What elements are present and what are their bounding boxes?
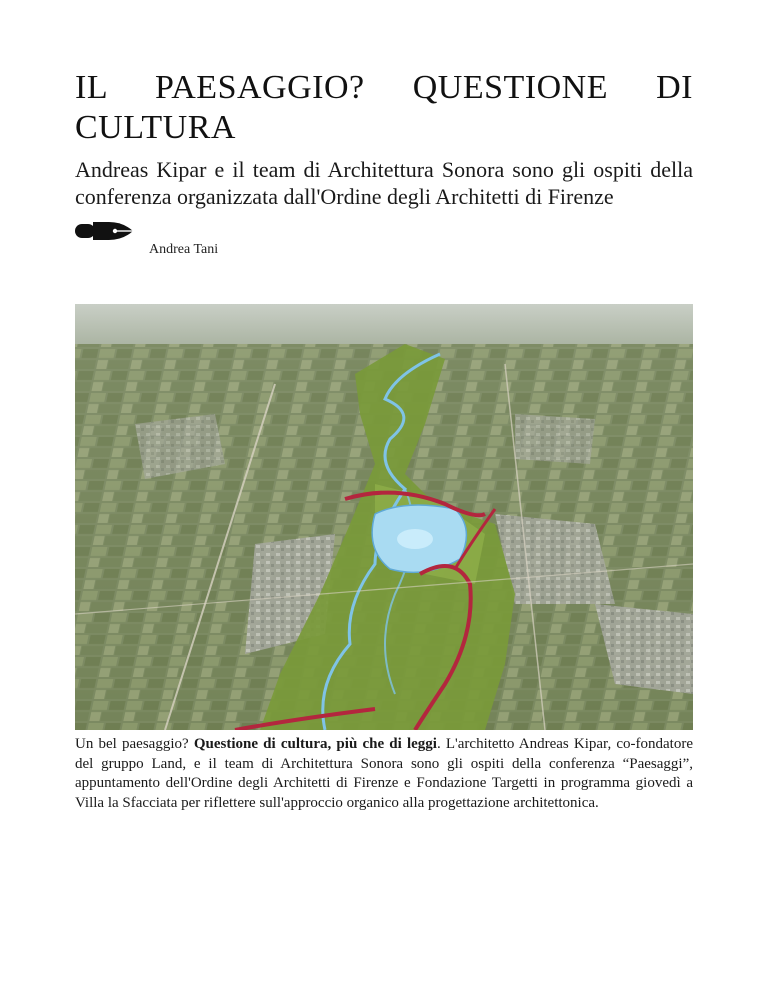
article-subtitle: Andreas Kipar e il team di Architettura Sonora sono gli ospiti della conferenza organizzata dall'Ordine degli Architetti di Firenze bbox=[75, 157, 693, 209]
article bbox=[75, 68, 693, 811]
caption-lead: Un bel paesaggio? bbox=[75, 736, 194, 752]
caption-rest: . L'architetto Andreas Kipar, co-fondatore del gruppo Land, e il team di Architettura Sonora sono gli ospiti della conferenza “Paesaggi”, appuntamento dell'Ordine degli Architetti di Firenze e Fondazione Targetti in programma giovedì a Villa la Sfacciata per riflettere sull'approccio organico alla progettazione architettonica. bbox=[75, 736, 693, 811]
caption-bold: Questione di cultura, più che di leggi bbox=[193, 736, 437, 752]
aerial-landscape-render bbox=[75, 304, 693, 730]
aerial-landscape-image bbox=[75, 304, 693, 730]
fountain-pen-nib-icon bbox=[75, 218, 135, 246]
article-title: IL PAESAGGIO? QUESTIONE DI CULTURA bbox=[75, 69, 693, 146]
image-caption bbox=[75, 735, 693, 813]
byline bbox=[75, 218, 693, 268]
author-name: Andrea Tani bbox=[149, 242, 219, 257]
